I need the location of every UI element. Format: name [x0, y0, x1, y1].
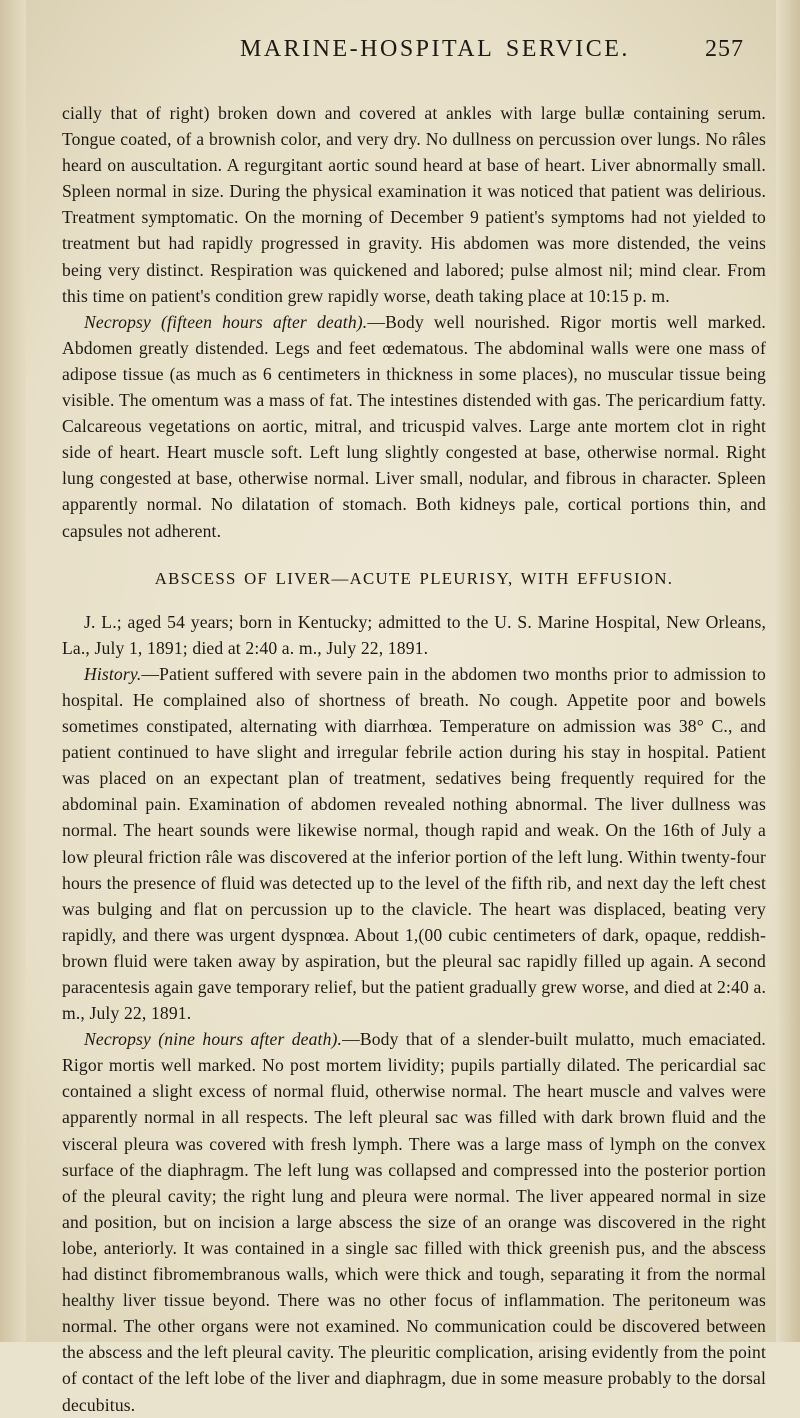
case2-history-text: —Patient suffered with severe pain in the abdomen two months prior to admission to hospital. He complained also of shortness of breath. No cough. Appetite poor and bowels sometimes constipated, alternating with diarrhœa. Temperature on admission was 38° C., and patient continued to have slight and irregular febrile action during his stay in hospital. Patient was placed on an expectant plan of treatment, sedatives being frequently required for the abdominal pain. Examination of abdomen revealed nothing abnormal. The liver dullness was normal. The heart sounds were likewise normal, though rapid and weak. On the 16th of July a low pleural friction râle was discovered at the inferior portion of the left lung. Within twenty-four hours the presence of fluid was detected up to the level of the fifth rib, and next day the left chest was bulging and flat on percussion up to the clavicle. The heart was displaced, beating very rapidly, and there was urgent dyspnœa. About 1,(00 cubic centimeters of dark, opaque, reddish-brown fluid were taken away by aspiration, but the pleural sac rapidly filled up again. A second paracentesis again gave temporary relief, but the patient gradually grew worse, and died at 2:40 a. m., July 22, 1891. — [62, 663, 766, 1024]
running-title: MARINE-HOSPITAL SERVICE. — [240, 36, 630, 62]
case2-necropsy-label: Necropsy (nine hours after death). — [84, 1029, 343, 1050]
case1-necropsy-paragraph — [62, 309, 766, 544]
case2-intro: J. L.; aged 54 years; born in Kentucky; admitted to the U. S. Marine Hospital, New Orleans, La., July 1, 1891; died at 2:40 a. m., July 22, 1891. — [62, 611, 766, 658]
case2-necropsy-text: —Body that of a slender-built mulatto, much emaciated. Rigor mortis well marked. No post mortem lividity; pupils partially dilated. The pericardial sac contained a slight excess of normal fluid, otherwise normal. The heart muscle and valves were apparently normal in all respects. The left pleural sac was filled with dark brown fluid and the visceral pleura was covered with fresh lymph. There was a large mass of lymph on the convex surface of the diaphragm. The left lung was collapsed and compressed into the posterior portion of the pleural cavity; the right lung and pleura were normal. The liver appeared normal in size and position, but on incision a large abscess the size of an orange was discovered in the right lobe, anteriorly. It was contained in a single sac filled with thick greenish pus, and the abscess had distinct fibromembranous walls, which were thick and tough, separating it from the normal healthy liver tissue beyond. There was no other focus of inflammation. The peritoneum was normal. The other organs were not examined. No communication could be discovered between the abscess and the left pleural cavity. The pleuritic complication, arising evidently from the point of contact of the left lobe of the liver and diaphragm, due in some measure probably to the dorsal decubitus. — [62, 1029, 766, 1415]
page-edge-left — [0, 0, 26, 1342]
page-number: 257 — [705, 36, 744, 62]
case1-continuation: cially that of right) broken down and covered at ankles with large bullæ containing serum. Tongue coated, of a brownish color, and very dry. No dullness on percussion over lungs. No râles heard on auscultation. A regurgitant aortic sound heard at base of heart. Liver abnormally small. Spleen normal in size. During the physical examination it was noticed that patient was delirious. Treatment symptomatic. On the morning of December 9 patient's symptoms had not yielded to treatment but had rapidly progressed in gravity. His abdomen was more distended, the veins being very distinct. Respiration was quickened and labored; pulse almost nil; mind clear. From this time on patient's condition grew rapidly worse, death taking place at 10:15 p. m. — [62, 103, 766, 306]
case2-necropsy-paragraph — [62, 1026, 766, 1417]
case2-history-label: History. — [84, 663, 142, 684]
section-heading: ABSCESS OF LIVER—ACUTE PLEURISY, WITH EFFUSION. — [154, 568, 674, 588]
case1-necropsy-text: —Body well nourished. Rigor mortis well marked. Abdomen greatly distended. Legs and feet œdematous. The abdominal walls were one mass of adipose tissue (as much as 6 centimeters in thickness in some places), no muscular tissue being visible. The omentum was a mass of fat. The intestines distended with gas. The pericardium fatty. Calcareous vegetations on aortic, mitral, and tricuspid valves. Large ante mortem clot in right side of heart. Heart muscle soft. Left lung slightly congested at base, otherwise normal. Right lung congested at base, otherwise normal. Liver small, nodular, and fibrous in character. Spleen apparently normal. No dilatation of stomach. Both kidneys pale, cortical portions thin, and capsules not adherent. — [62, 311, 766, 541]
body-text — [62, 100, 766, 1418]
page-edge-right — [776, 0, 800, 1342]
running-head — [0, 26, 800, 66]
case1-necropsy-label: Necropsy (fifteen hours after death). — [84, 311, 368, 332]
case2-history-paragraph — [62, 661, 766, 1026]
